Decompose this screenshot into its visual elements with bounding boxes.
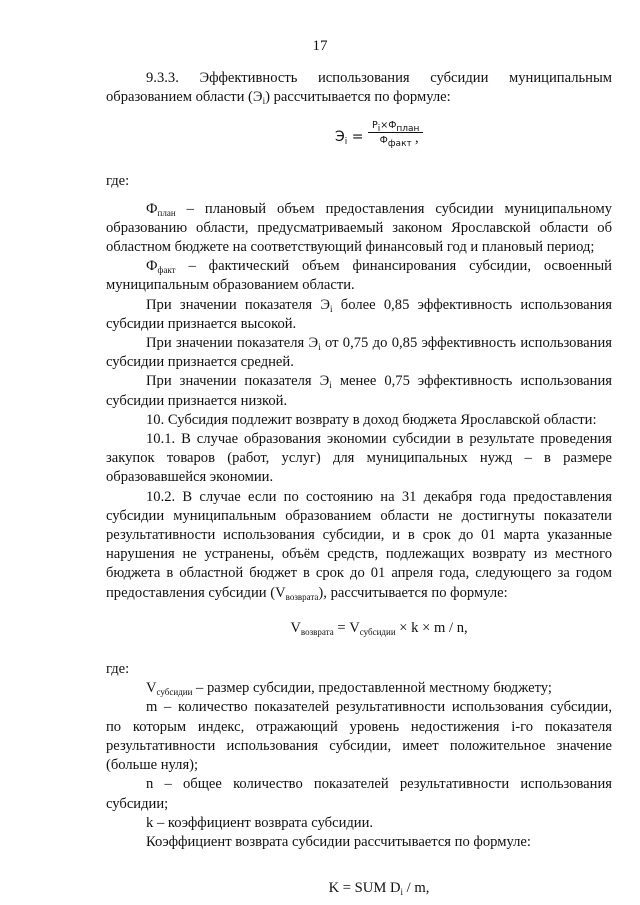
paragraph-9-3-3: 9.3.3. Эффективность использования субсидии муниципальным образованием области $(Э_i)$ рассчитывается по формуле: — [106, 70, 612, 107]
criterion-high: При значении показателя $Э_i$ более 0,85 эффективность использования субсидии признается высокой. — [106, 296, 612, 332]
k-intro: Коэффициент возврата субсидии рассчитывается по формуле: — [146, 833, 531, 850]
definition-v: $V_{субсидии}$ – размер субсидии, предоставленной местному бюджету; — [146, 680, 552, 698]
formula-refund: $V_{возврата} = V_{субсидии} \times k \times m / n$, — [290, 619, 468, 637]
criterion-medium: При значении показателя $Э_i$ от 0,75 до 0,85 эффективность использования субсидии признается средней. — [106, 335, 612, 371]
definition-plan: $Ф_{план}$ – плановый объем предоставления субсидии муниципальному образованию области, предусматриваемый законом Ярославской области об областном бюджете на соответствующий финансовый год и плановый период; — [106, 200, 612, 256]
definition-fact: $Ф_{факт}$ – фактический объем финансирования субсидии, освоенный муниципальным образованием области. — [106, 258, 612, 294]
definition-m: m – количество показателей результативности использования субсидии, по которым индекс, отражающий уровень недостижения i-го показателя результативности использования субсидии, имеет положительное значение (больше нуля); — [106, 699, 612, 774]
formula-k: K = SUM $D_i$ / m, — [328, 880, 430, 898]
section-10: 10. Субсидия подлежит возврату в доход бюджета Ярославской области: — [146, 411, 597, 428]
page-number: 17 — [312, 38, 328, 54]
document-body — [106, 69, 612, 898]
where-label: где: — [106, 173, 130, 190]
section-10-1: 10.1. В случае образования экономии субсидии в результате проведения закупок товаров (работ, услуг) для муниципальных нужд – в размере образовавшейся экономии. — [106, 431, 612, 486]
where-label-2: где: — [106, 661, 130, 678]
formula-fraction: Pi×Фплан Ффакт — [368, 119, 423, 148]
section-10-2: 10.2. В случае если по состоянию на 31 декабря года предоставления субсидии муниципальным образованием области не достигнуты показатели результативности использования субсидии, и в срок до 01 марта указанные нарушения не устранены, объём средств, подлежащих возврату из местного бюджета в областной бюджет в срок до 01 апреля года, следующего за годом предоставления субсидии $(V_{возврата})$, рассчитывается по формуле: — [106, 488, 612, 602]
definition-n: n – общее количество показателей результативности использования субсидии; — [106, 776, 612, 812]
definition-k: k – коэффициент возврата субсидии. — [146, 814, 374, 831]
criterion-low: При значении показателя $Э_i$ менее 0,75 эффективность использования субсидии признается низкой. — [106, 373, 612, 409]
formula-efficiency: $Э_i$ = Pi×Фплан Ффакт , — [106, 119, 612, 153]
